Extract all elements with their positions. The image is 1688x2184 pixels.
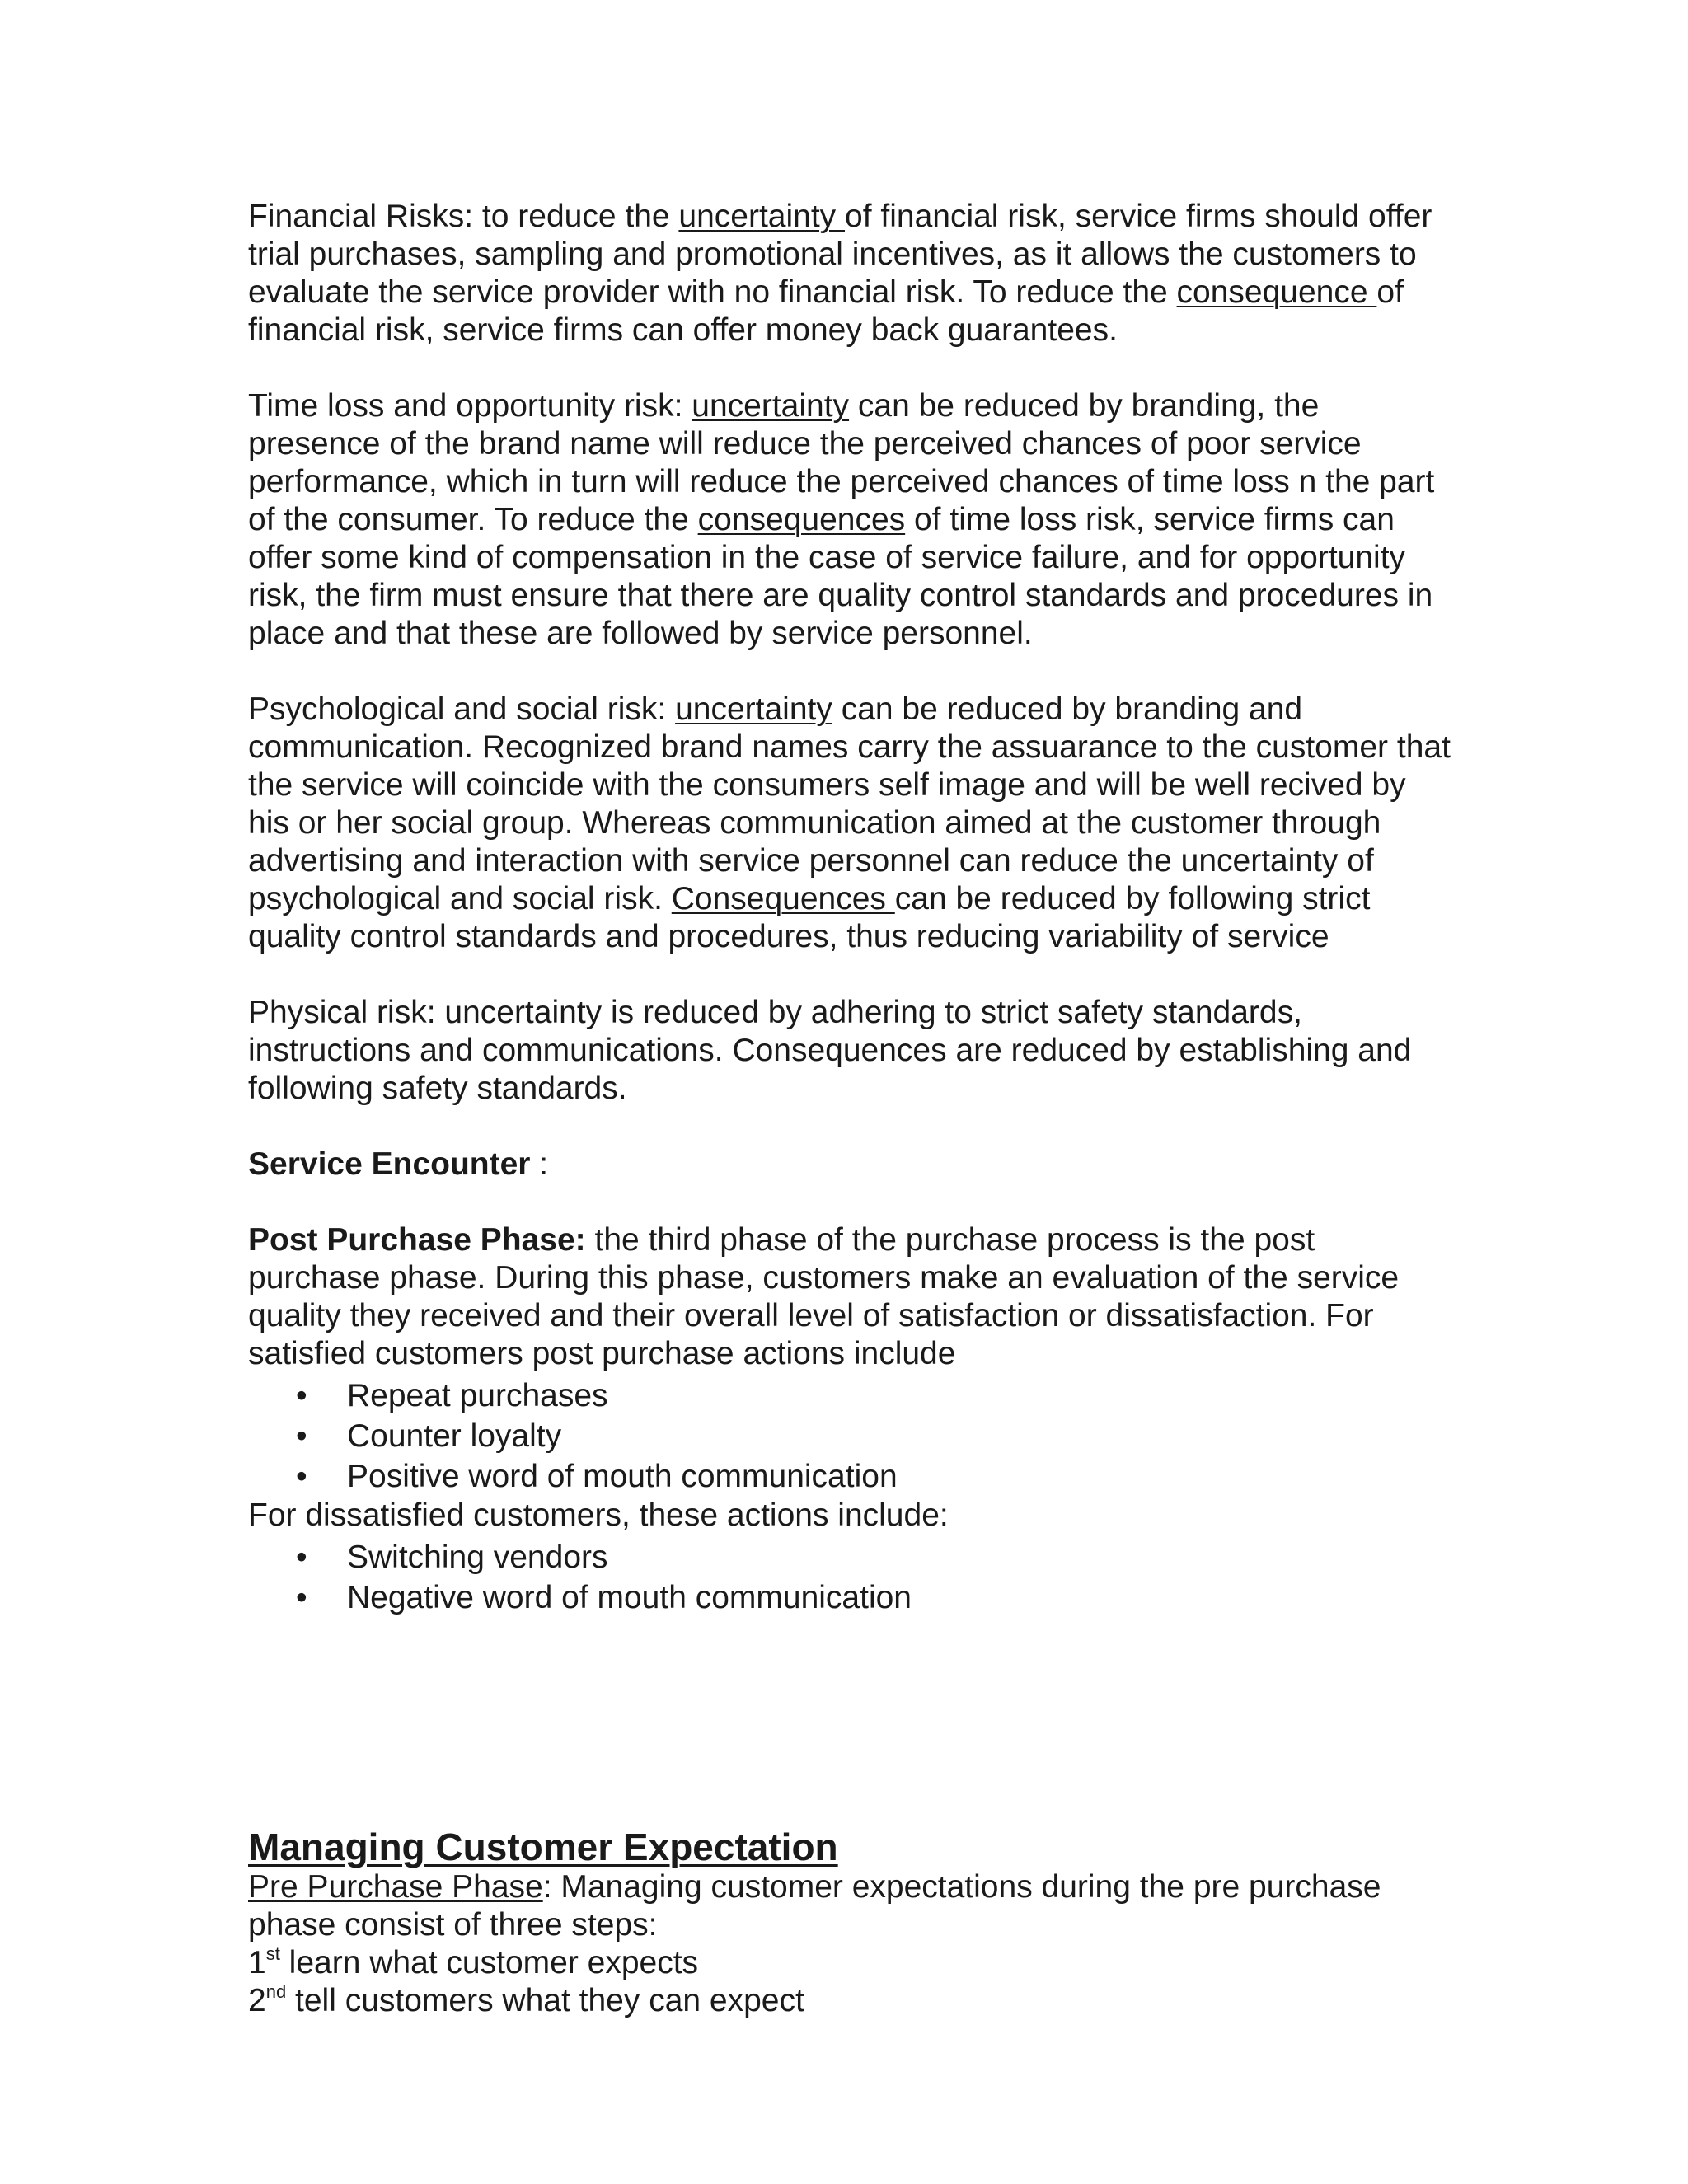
step-number: 2 xyxy=(248,1983,266,2018)
text-run: : Managing customer expectations during the pre purchase phase consist of three steps: xyxy=(248,1869,1381,1943)
underlined-term: consequences xyxy=(697,502,906,537)
post-purchase-paragraph xyxy=(248,1221,1451,1373)
bullet-icon: • xyxy=(296,1580,307,1615)
text-column xyxy=(248,198,1451,2020)
underlined-term: Pre Purchase Phase xyxy=(248,1869,543,1905)
list-item xyxy=(248,1456,1451,1497)
list-item xyxy=(248,1376,1451,1416)
dissatisfied-intro: For dissatisfied customers, these actions include: xyxy=(248,1497,949,1533)
list-item xyxy=(248,1537,1451,1577)
managing-expectation-heading: Managing Customer Expectation xyxy=(248,1825,838,1868)
financial-risks-paragraph xyxy=(248,198,1451,349)
list-item xyxy=(248,1577,1451,1618)
psychological-risk-paragraph xyxy=(248,691,1451,956)
text-run: of financial risk, service firms can offer money back guarantees. xyxy=(248,274,1404,348)
underlined-term: uncertainty xyxy=(678,199,846,234)
satisfied-actions-list xyxy=(248,1376,1451,1497)
list-item-text: Repeat purchases xyxy=(347,1378,608,1413)
paragraph-gap xyxy=(248,956,1451,994)
list-item xyxy=(248,1416,1451,1456)
list-item-text: Negative word of mouth communication xyxy=(347,1580,912,1615)
step-number: 1 xyxy=(248,1945,266,1980)
text-run: Psychological and social risk: xyxy=(248,691,676,727)
list-item-text: Positive word of mouth communication xyxy=(347,1459,898,1494)
text-run: of time loss risk, service firms can offer some kind of compensation in the case of service failure, and for opportunity risk, the firm must ensure that there are quality control standards and procedures in place and that these are followed by service personnel. xyxy=(248,502,1433,651)
pre-purchase-paragraph xyxy=(248,1868,1451,1944)
paragraph-gap xyxy=(248,653,1451,691)
step-2 xyxy=(248,1982,1451,2020)
section-gap xyxy=(248,1618,1451,1825)
service-encounter-heading xyxy=(248,1146,1451,1183)
underlined-term: consequence xyxy=(1176,274,1377,310)
dissatisfied-actions-list xyxy=(248,1537,1451,1618)
bold-label: Service Encounter xyxy=(248,1146,531,1182)
step-1 xyxy=(248,1944,1451,1982)
underlined-term: uncertainty xyxy=(692,388,850,424)
text-run: Financial Risks: to reduce the xyxy=(248,199,679,234)
bold-label: Post Purchase Phase: xyxy=(248,1222,586,1258)
list-item-text: Switching vendors xyxy=(347,1540,608,1575)
ordinal-suffix: nd xyxy=(265,1981,287,2002)
text-run: : xyxy=(530,1146,549,1182)
text-run: can be reduced by following strict quality control standards and procedures, thus reducing variability of service xyxy=(248,881,1371,954)
step-text: learn what customer expects xyxy=(279,1945,699,1980)
step-text: tell customers what they can expect xyxy=(286,1983,804,2018)
list-item-text: Counter loyalty xyxy=(347,1418,562,1454)
text-run: can be reduced by branding, the presence of the brand name will reduce the perceived chances of poor service performance, which in turn will reduce the perceived chances of time loss n the part of the consumer. To reduce the xyxy=(248,388,1435,537)
bullet-icon: • xyxy=(296,1540,307,1575)
paragraph-gap xyxy=(248,349,1451,387)
text-run: Time loss and opportunity risk: xyxy=(248,388,692,424)
bullet-icon: • xyxy=(296,1418,307,1454)
paragraph-gap xyxy=(248,1108,1451,1146)
underlined-term: uncertainty xyxy=(675,691,832,727)
text-run: can be reduced by branding and communication. Recognized brand names carry the assuarance to the customer that the service will coincide with the consumers self image and will be well recived by his or her social group. Whereas communication aimed at the customer through advertising and interaction with service personnel can reduce the uncertainty of psychological and social risk. xyxy=(248,691,1451,916)
paragraph-gap xyxy=(248,1183,1451,1221)
bullet-icon: • xyxy=(296,1459,307,1494)
ordinal-suffix: st xyxy=(265,1943,280,1964)
text-run: the third phase of the purchase process is the post purchase phase. During this phase, customers make an evaluation of the service quality they received and their overall level of satisfaction or dissatisfaction. For satisfied customers post purchase actions include xyxy=(248,1222,1400,1371)
underlined-term: Consequences xyxy=(671,881,895,916)
time-loss-paragraph xyxy=(248,387,1451,653)
bullet-icon: • xyxy=(296,1378,307,1413)
physical-risk-paragraph: Physical risk: uncertainty is reduced by adhering to strict safety standards, instructions and communications. Consequences are reduced by establishing and following safety standards. xyxy=(248,995,1412,1106)
text-run: of financial risk, service firms should offer trial purchases, sampling and promotional incentives, as it allows the customers to evaluate the service provider with no financial risk. To reduce the xyxy=(248,199,1432,310)
